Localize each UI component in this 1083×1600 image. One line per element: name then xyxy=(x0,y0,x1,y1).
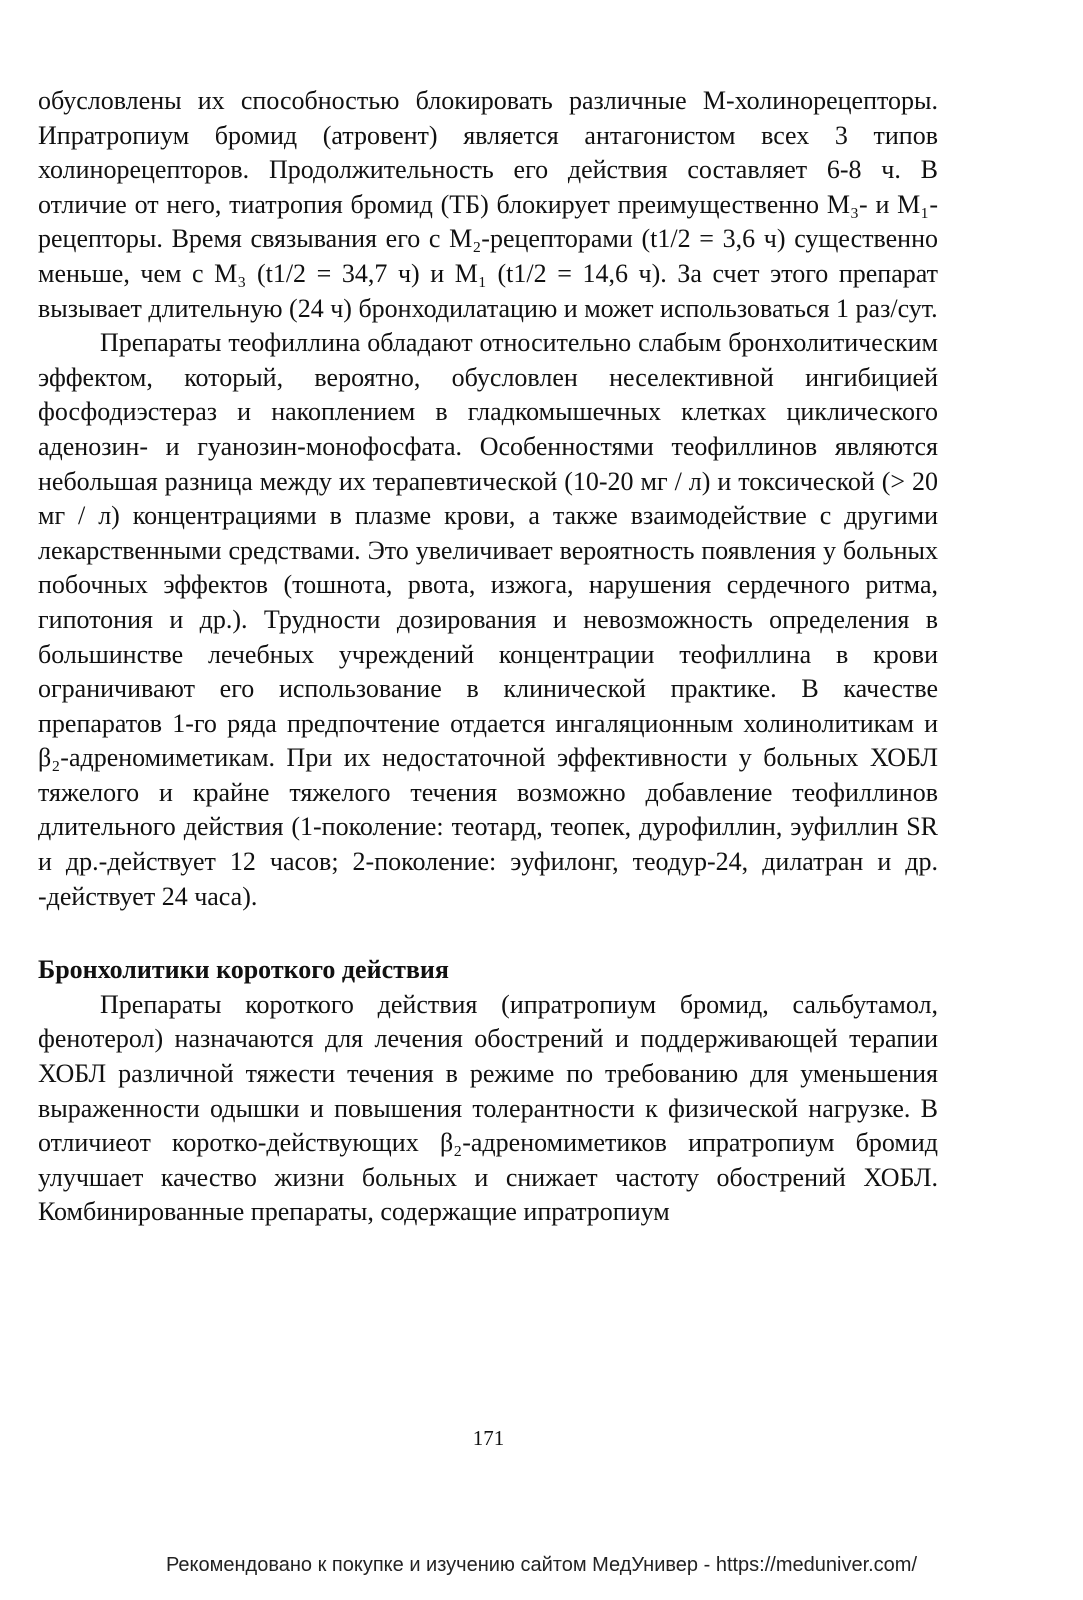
page-number-container xyxy=(0,1426,1083,1450)
paragraph-theophylline: Препараты теофиллина обладают относительно слабым бронхолитическим эффектом, который, вероятно, обусловлен неселективной ингибицией фосфодиэстераз и накоплением в гладкомышечных клетках циклического аденозин- и гуанозин-монофосфата. Особенностями теофиллинов являются небольшая разница между их терапевтической (10-20 мг / л) и токсической (> 20 мг / л) концентрациями в плазме крови, а также взаимодействие с другими лекарственными средствами. Это увеличивает вероятность появления у больных побочных эффектов (тошнота, рвота, изжога, нарушения сердечного ритма, гипотония и др.). Трудности дозирования и невозможность определения в большинстве лечебных учреждений концентрации теофиллина в крови ограничивают его использование в клинической практике. В качестве препаратов 1-го ряда предпочтение отдается ингаляционным холинолитикам и β₂-адреномиметикам. При их недостаточной эффективности у больных ХОБЛ тяжелого и крайне тяжелого течения возможно добавление теофиллинов длительного действия (1-поколение: теотард, теопек, дурофиллин, эуфиллин SR и др.-действует 12 часов; 2-поколение: эуфилонг, теодур-24, дилатран и др. -действует 24 часа). xyxy=(38,328,938,911)
footer-recommendation xyxy=(0,1553,1083,1577)
paragraph-short-acting: Препараты короткого действия (ипратропиум бромид, сальбутамол, фенотерол) назначаются для лечения обострений и поддерживающей терапии ХОБЛ различной тяжести течения в режиме по требованию для уменьшения выраженности одышки и повышения толерантности к физической нагрузке. В отличиеот коротко-действующих β₂-адреномиметиков ипратропиум бромид улучшает качество жизни больных и снижает частоту обострений ХОБЛ. Комбинированные препараты, содержащие ипратропиум xyxy=(38,989,938,1227)
paragraph-anticholinergics: обусловлены их способностью блокировать различные М-холинорецепторы. Ипратропиум бромид (атровент) является антагонистом всех 3 типов холинорецепторов. Продолжительность его действия составляет 6-8 ч. В отличие от него, тиатропия бромид (ТБ) блокирует преимущественно М₃- и М₁-рецепторы. Время связывания его с М₂-рецепторами (t1/2 = 3,6 ч) существенно меньше, чем с М₃ (t1/2 = 34,7 ч) и М₁ (t1/2 = 14,6 ч). За счет этого препарат вызывает длительную (24 ч) бронходилатацию и может использоваться 1 раз/сут. xyxy=(38,86,938,323)
page-number: 171 xyxy=(472,1426,505,1450)
section-title: Бронхолитики короткого действия xyxy=(38,955,449,985)
footer-text[interactable]: Рекомендовано к покупке и изучению сайтом МедУнивер - https://meduniver.com/ xyxy=(165,1554,918,1576)
page-body xyxy=(38,84,938,1230)
